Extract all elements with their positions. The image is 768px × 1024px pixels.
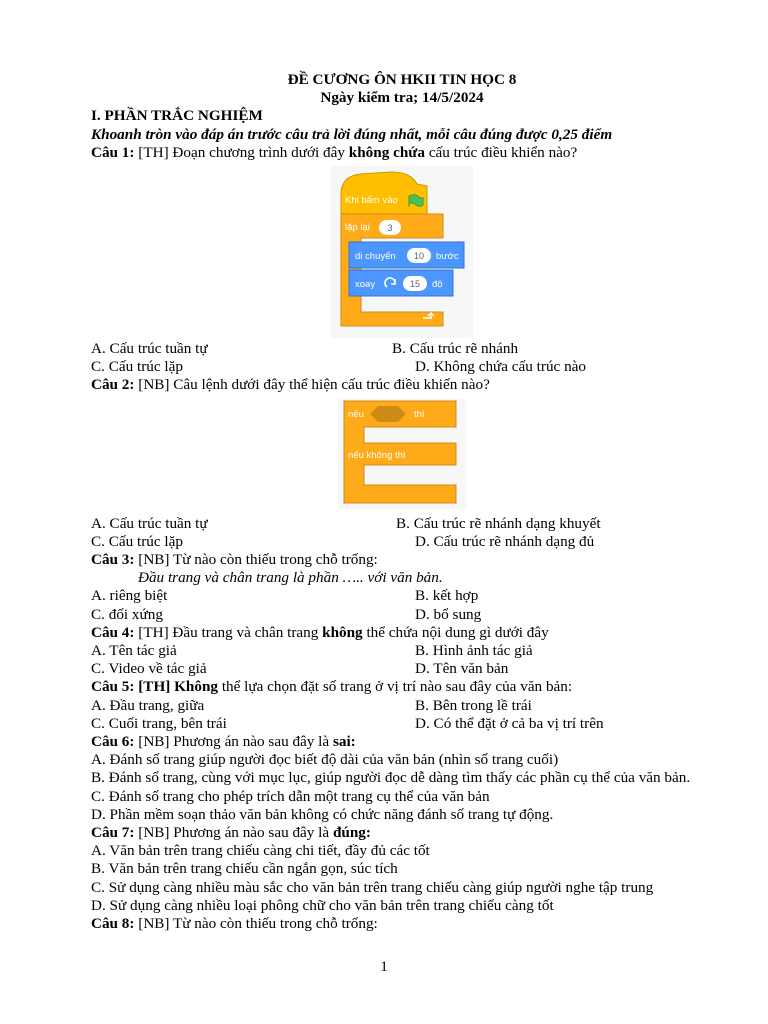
repeat-count-value: 3 <box>387 223 393 234</box>
question-3-option-b: B. kết hợp <box>415 587 479 605</box>
question-7-option-b: B. Văn bản trên trang chiếu cần ngắn gọn, súc tích <box>91 860 398 878</box>
document-title: ĐỀ CƯƠNG ÔN HKII TIN HỌC 8 <box>287 71 517 88</box>
question-4-options-row-2 <box>91 660 713 678</box>
question-3-options-row-1 <box>91 587 713 605</box>
question-4-emphasis: không <box>322 623 363 641</box>
question-1-option-c: C. Cấu trúc lặp <box>91 358 183 376</box>
then-label: thì <box>414 408 425 420</box>
section-instruction: Khoanh tròn vào đáp án trước câu trả lời đúng nhất, mỗi câu đúng được 0,25 điểm <box>91 125 613 143</box>
question-1-label: Câu 1: <box>91 143 135 161</box>
question-2-option-b: B. Cấu trúc rẽ nhánh dạng khuyết <box>396 514 601 532</box>
question-2-label: Câu 2: <box>91 376 135 394</box>
question-3-option-d: D. bổ sung <box>415 605 482 623</box>
move-steps-value: 10 <box>413 251 425 262</box>
question-3-label: Câu 3: <box>91 551 135 569</box>
question-7-option-d: D. Sử dụng càng nhiều loại phông chữ cho văn bản trên trang chiếu càng tốt <box>91 896 554 914</box>
question-2-option-a: A. Cấu trúc tuần tự <box>91 514 208 532</box>
question-7-label: Câu 7: <box>91 824 135 842</box>
question-8-text: [NB] Từ nào còn thiếu trong chỗ trống: <box>134 915 378 933</box>
question-1-option-d: D. Không chứa cấu trúc nào <box>415 358 587 376</box>
question-5-options-row-2 <box>91 715 713 733</box>
question-6-option-a: A. Đánh số trang giúp người đọc biết độ dài của văn bản (nhìn số trang cuối) <box>91 751 559 769</box>
question-2-options-row-1 <box>91 515 713 533</box>
question-2 <box>91 376 713 394</box>
turn-block-label: xoay <box>355 279 376 291</box>
question-6-option-d: D. Phần mềm soạn thảo văn bản không có chức năng đánh số trang tự động. <box>91 805 554 823</box>
hat-block-label: Khi bấm vào <box>345 195 398 207</box>
question-6-option-b: B. Đánh số trang, cùng với mục lục, giúp người đọc dễ dàng tìm thấy các phần cụ thể của văn bản. <box>91 769 691 787</box>
question-7-option-a: A. Văn bản trên trang chiếu càng chi tiết, đầy đủ các tốt <box>91 842 430 860</box>
question-2-text: [NB] Câu lệnh dưới đây thể hiện cấu trúc điều khiển nào? <box>134 376 490 394</box>
question-4-option-b: B. Hình ảnh tác giả <box>415 642 533 660</box>
question-5-option-b: B. Bên trong lề trái <box>415 696 532 714</box>
question-1-figure <box>91 166 713 338</box>
question-3-option-a: A. riêng biệt <box>91 587 168 605</box>
question-1-emphasis: không chứa <box>348 143 426 161</box>
question-4-option-d: D. Tên văn bản <box>415 660 509 678</box>
move-block-label: di chuyển <box>355 251 396 263</box>
section-heading: I. PHẦN TRẮC NGHIỆM <box>91 107 263 125</box>
question-4 <box>91 624 713 642</box>
question-1 <box>91 144 713 162</box>
question-6-text: [NB] Phương án nào sau đây là <box>134 733 333 751</box>
question-1-options-row-2 <box>91 358 713 376</box>
question-5-text: thể lựa chọn đặt số trang ở vị trí nào sau đây của văn bản: <box>218 678 573 696</box>
else-label: nếu không thì <box>348 449 406 461</box>
scratch-if-else-image <box>338 399 466 509</box>
question-6 <box>91 733 713 751</box>
question-2-option-d: D. Cấu trúc rẽ nhánh dạng đủ <box>415 532 595 550</box>
question-3 <box>91 551 713 569</box>
question-1-options-row-1 <box>91 340 713 358</box>
question-7-option-c: C. Sử dụng càng nhiều màu sắc cho văn bản trên trang chiếu càng giúp người nghe tập trung <box>91 878 654 896</box>
if-label: nếu <box>348 408 364 420</box>
question-5-option-a: A. Đầu trang, giữa <box>91 696 205 714</box>
question-3-text: [NB] Từ nào còn thiếu trong chỗ trống: <box>134 551 378 569</box>
question-1-text-end: cấu trúc điều khiển nào? <box>425 143 578 161</box>
question-5-options-row-1 <box>91 697 713 715</box>
question-1-option-a: A. Cấu trúc tuần tự <box>91 340 208 358</box>
question-2-figure <box>91 399 713 509</box>
turn-degrees-value: 15 <box>409 279 421 290</box>
question-6-option-c: C. Đánh số trang cho phép trích dẫn một trang cụ thể của văn bản <box>91 787 490 805</box>
question-7-text: [NB] Phương án nào sau đây là <box>134 824 333 842</box>
question-5-option-d: D. Có thể đặt ở cả ba vị trí trên <box>415 714 604 732</box>
question-4-text: [TH] Đầu trang và chân trang <box>134 623 323 641</box>
question-5 <box>91 678 713 696</box>
question-6-emphasis: sai: <box>332 733 356 751</box>
question-3-option-c: C. đối xứng <box>91 605 163 623</box>
turn-unit-label: độ <box>432 279 443 291</box>
question-6-label: Câu 6: <box>91 733 135 751</box>
question-1-text: [TH] Đoạn chương trình dưới đây <box>134 143 349 161</box>
document-page <box>91 71 713 933</box>
question-2-options-row-2 <box>91 533 713 551</box>
question-7 <box>91 824 713 842</box>
question-5-option-c: C. Cuối trang, bên trái <box>91 714 227 732</box>
question-4-text-end: thể chứa nội dung gì dưới đây <box>362 623 549 641</box>
question-4-option-a: A. Tên tác giả <box>91 642 177 660</box>
repeat-block-label: lặp lại <box>345 222 370 234</box>
question-8-label: Câu 8: <box>91 915 135 933</box>
question-7-emphasis: đúng: <box>332 824 371 842</box>
question-1-option-b: B. Cấu trúc rẽ nhánh <box>392 340 519 358</box>
exam-date: Ngày kiểm tra; 14/5/2024 <box>320 89 484 107</box>
move-unit-label: bước <box>436 251 459 263</box>
question-4-option-c: C. Video về tác giả <box>91 660 207 678</box>
question-3-options-row-2 <box>91 606 713 624</box>
question-5-label: Câu 5: [TH] Không <box>91 678 219 696</box>
page-number: 1 <box>380 958 388 975</box>
scratch-script-image <box>331 166 473 338</box>
question-3-sentence: Đầu trang và chân trang là phần ….. với văn bản. <box>138 569 443 587</box>
question-4-label: Câu 4: <box>91 623 135 641</box>
question-2-option-c: C. Cấu trúc lặp <box>91 532 183 550</box>
question-4-options-row-1 <box>91 642 713 660</box>
question-8 <box>91 915 713 933</box>
